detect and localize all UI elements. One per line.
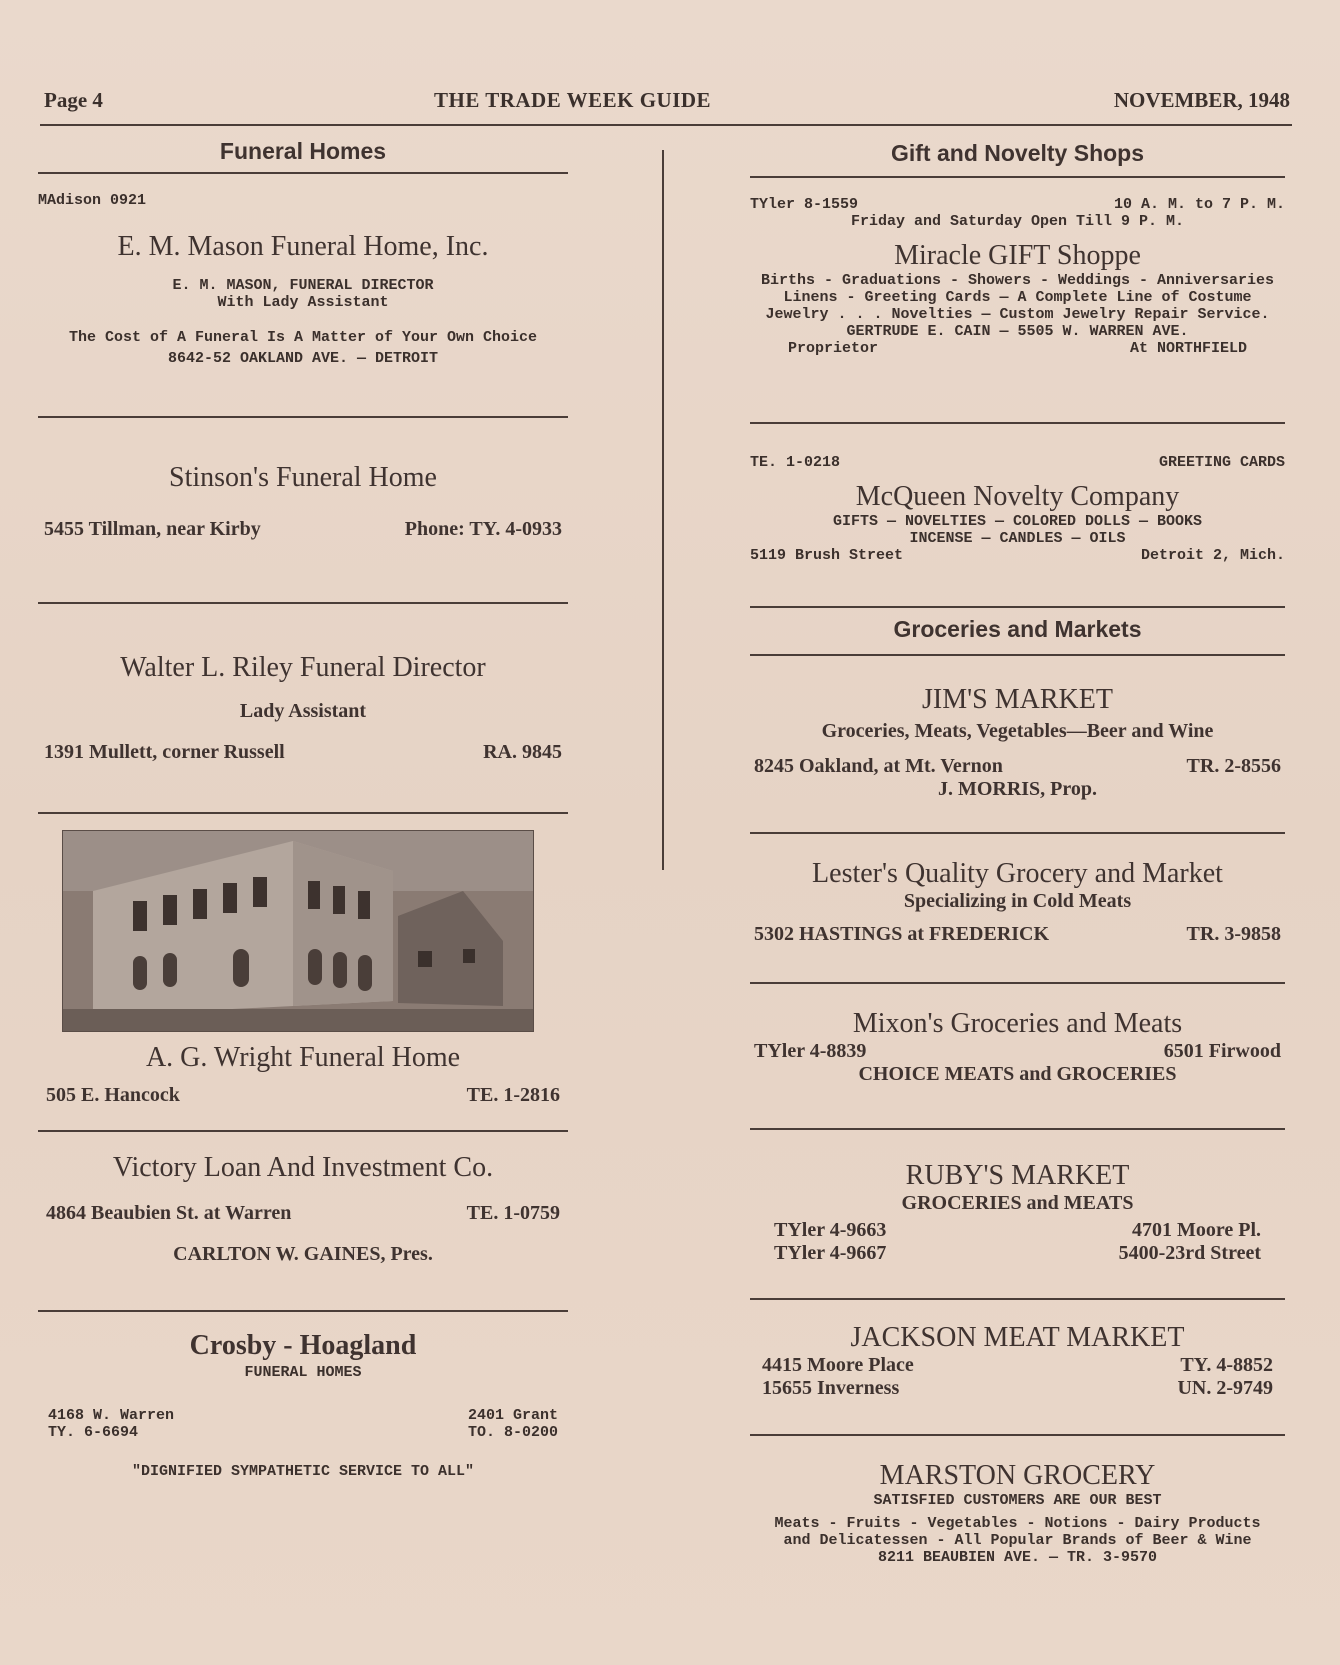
victory-president: CARLTON W. GAINES, Pres. <box>173 1243 433 1265</box>
lesters-phone: TR. 3-9858 <box>1186 923 1281 945</box>
jackson-phone1: TY. 4-8852 <box>1180 1354 1273 1376</box>
rubys-row1 <box>750 1219 1285 1242</box>
miracle-line4: GERTRUDE E. CAIN — 5505 W. WARREN AVE. <box>846 323 1189 340</box>
section-title-funeral-homes: Funeral Homes <box>219 138 387 164</box>
mcqueen-line2: INCENSE — CANDLES — OILS <box>909 530 1126 547</box>
section-title-gift-shops: Gift and Novelty Shops <box>890 140 1145 166</box>
page-number: Page 4 <box>44 88 103 112</box>
miracle-top <box>750 196 1285 213</box>
wright-address: 505 E. Hancock <box>46 1084 180 1106</box>
ad-rule <box>750 422 1285 424</box>
mcqueen-phone: TE. 1-0218 <box>750 454 841 471</box>
stinson-phone: Phone: TY. 4-0933 <box>404 518 562 540</box>
jackson-addr2: 15655 Inverness <box>762 1377 900 1399</box>
marston-line1: Meats - Fruits - Vegetables - Notions - Dairy Products <box>774 1515 1261 1532</box>
miracle-at: At NORTHFIELD <box>1129 340 1247 357</box>
jackson-name: JACKSON MEAT MARKET <box>850 1322 1185 1353</box>
miracle-hours2: Friday and Saturday Open Till 9 P. M. <box>850 213 1185 230</box>
rubys-addr1: 4701 Moore Pl. <box>1131 1219 1261 1241</box>
victory-phone: TE. 1-0759 <box>466 1202 560 1224</box>
lesters-name: Lester's Quality Grocery and Market <box>812 858 1223 889</box>
mason-name: E. M. Mason Funeral Home, Inc. <box>117 231 489 262</box>
crosby-phone1: TY. 6-6694 <box>48 1424 139 1441</box>
riley-contact <box>38 741 568 764</box>
ad-rule <box>750 606 1285 608</box>
stinson-name: Stinson's Funeral Home <box>169 462 437 493</box>
mason-tagline: The Cost of A Funeral Is A Matter of Your Own Choice <box>68 329 538 346</box>
section-rule <box>750 654 1285 656</box>
ad-marston <box>750 1460 1285 1566</box>
crosby-addr1: 4168 W. Warren <box>48 1407 175 1424</box>
ad-jackson <box>750 1322 1285 1400</box>
rubys-phone2: TYler 4-9667 <box>774 1242 887 1264</box>
issue-date: NOVEMBER, 1948 <box>1113 88 1290 112</box>
ad-jims <box>750 684 1285 801</box>
mason-director: E. M. MASON, FUNERAL DIRECTOR <box>172 277 434 294</box>
rubys-row2 <box>750 1242 1285 1265</box>
mason-address: 8642-52 OAKLAND AVE. — DETROIT <box>167 350 439 367</box>
ad-mixons <box>750 1008 1285 1086</box>
mcqueen-top <box>750 454 1285 471</box>
header-rule <box>40 124 1292 126</box>
mixons-contact <box>750 1040 1285 1063</box>
rubys-phone1: TYler 4-9663 <box>774 1219 887 1241</box>
section-title-groceries: Groceries and Markets <box>893 616 1142 642</box>
lesters-desc: Specializing in Cold Meats <box>903 890 1132 912</box>
miracle-name: Miracle GIFT Shoppe <box>894 240 1141 271</box>
miracle-bottom <box>750 340 1285 357</box>
ad-wright <box>38 1042 568 1107</box>
mcqueen-bottom <box>750 547 1285 564</box>
miracle-line1: Births - Graduations - Showers - Weddings - Anniversaries <box>760 272 1275 289</box>
mason-assistant: With Lady Assistant <box>217 294 389 311</box>
stinson-contact <box>38 518 568 541</box>
jims-prop: J. MORRIS, Prop. <box>937 778 1098 800</box>
ad-rule <box>750 1298 1285 1300</box>
miracle-proprietor: Proprietor <box>788 340 879 357</box>
marston-line3: 8211 BEAUBIEN AVE. — TR. 3-9570 <box>877 1549 1158 1566</box>
crosby-location-1 <box>48 1407 174 1441</box>
mcqueen-city: Detroit 2, Mich. <box>1140 547 1285 564</box>
crosby-name: Crosby - Hoagland <box>189 1330 417 1361</box>
ad-rule <box>38 416 568 418</box>
ad-rule <box>38 1130 568 1132</box>
ad-crosby <box>38 1330 568 1480</box>
funeral-home-photo <box>62 830 534 1032</box>
lesters-contact <box>750 923 1285 946</box>
ad-rubys <box>750 1160 1285 1265</box>
jackson-row1 <box>750 1354 1285 1377</box>
crosby-locations <box>38 1407 568 1441</box>
ad-miracle <box>750 196 1285 357</box>
riley-phone: RA. 9845 <box>483 741 562 763</box>
crosby-location-2 <box>468 1407 558 1441</box>
jims-address: 8245 Oakland, at Mt. Vernon <box>754 755 1003 777</box>
crosby-sub: FUNERAL HOMES <box>244 1364 362 1381</box>
marston-name: MARSTON GROCERY <box>879 1460 1156 1491</box>
marston-slogan: SATISFIED CUSTOMERS ARE OUR BEST <box>873 1492 1162 1509</box>
ad-rule <box>38 1310 568 1312</box>
rubys-name: RUBY'S MARKET <box>905 1160 1130 1191</box>
mixons-address: 6501 Firwood <box>1163 1040 1281 1062</box>
victory-address: 4864 Beaubien St. at Warren <box>46 1202 292 1224</box>
ad-mason <box>38 192 568 367</box>
jackson-phone2: UN. 2-9749 <box>1177 1377 1273 1399</box>
mixons-name: Mixon's Groceries and Meats <box>852 1008 1183 1039</box>
miracle-hours: 10 A. M. to 7 P. M. <box>1113 196 1285 213</box>
victory-contact <box>38 1202 568 1225</box>
jims-contact <box>750 755 1285 778</box>
crosby-phone2: TO. 8-0200 <box>467 1424 558 1441</box>
jims-desc: Groceries, Meats, Vegetables—Beer and Wine <box>821 720 1214 742</box>
jackson-row2 <box>750 1377 1285 1400</box>
miracle-line2: Linens - Greeting Cards — A Complete Line of Costume <box>783 289 1252 306</box>
ad-riley <box>38 652 568 764</box>
rubys-addr2: 5400-23rd Street <box>1118 1242 1261 1264</box>
victory-name: Victory Loan And Investment Co. <box>112 1152 494 1183</box>
ad-rule <box>750 1128 1285 1130</box>
ad-rule <box>750 1434 1285 1436</box>
mixons-phone: TYler 4-8839 <box>754 1040 867 1062</box>
page-header <box>44 88 1290 118</box>
ad-mcqueen <box>750 454 1285 564</box>
building-photo-icon <box>63 831 533 1031</box>
miracle-phone: TYler 8-1559 <box>750 196 859 213</box>
lesters-address: 5302 HASTINGS at FREDERICK <box>754 923 1050 945</box>
jims-phone: TR. 2-8556 <box>1186 755 1281 777</box>
column-divider <box>662 150 664 870</box>
stinson-address: 5455 Tillman, near Kirby <box>44 518 261 540</box>
mixons-desc: CHOICE MEATS and GROCERIES <box>858 1063 1177 1085</box>
publication-title: THE TRADE WEEK GUIDE <box>434 88 712 112</box>
section-rule <box>38 172 568 174</box>
jackson-addr1: 4415 Moore Place <box>762 1354 914 1376</box>
riley-assistant: Lady Assistant <box>239 700 367 722</box>
miracle-line3: Jewelry . . . Novelties — Custom Jewelry Repair Service. <box>765 306 1270 323</box>
wright-name: A. G. Wright Funeral Home <box>145 1042 461 1073</box>
mcqueen-line1: GIFTS — NOVELTIES — COLORED DOLLS — BOOKS <box>832 513 1203 530</box>
ad-lesters <box>750 858 1285 946</box>
ad-rule <box>38 602 568 604</box>
wright-phone: TE. 1-2816 <box>466 1084 560 1106</box>
section-rule <box>750 176 1285 178</box>
ad-stinson <box>38 462 568 541</box>
riley-address: 1391 Mullett, corner Russell <box>44 741 285 763</box>
ad-rule <box>750 832 1285 834</box>
crosby-slogan: "DIGNIFIED SYMPATHETIC SERVICE TO ALL" <box>131 1463 475 1480</box>
wright-contact <box>38 1084 568 1107</box>
riley-name: Walter L. Riley Funeral Director <box>120 652 486 683</box>
jims-name: JIM'S MARKET <box>922 684 1113 715</box>
mcqueen-tag: GREETING CARDS <box>1158 454 1285 471</box>
mcqueen-name: McQueen Novelty Company <box>855 481 1180 512</box>
marston-line2: and Delicatessen - All Popular Brands of Beer & Wine <box>783 1532 1252 1549</box>
mason-phone: MAdison 0921 <box>38 192 147 209</box>
rubys-desc: GROCERIES and MEATS <box>901 1192 1134 1214</box>
mcqueen-address: 5119 Brush Street <box>750 547 904 564</box>
ad-victory <box>38 1152 568 1266</box>
crosby-addr2: 2401 Grant <box>467 1407 558 1424</box>
ad-rule <box>38 812 568 814</box>
ad-rule <box>750 982 1285 984</box>
